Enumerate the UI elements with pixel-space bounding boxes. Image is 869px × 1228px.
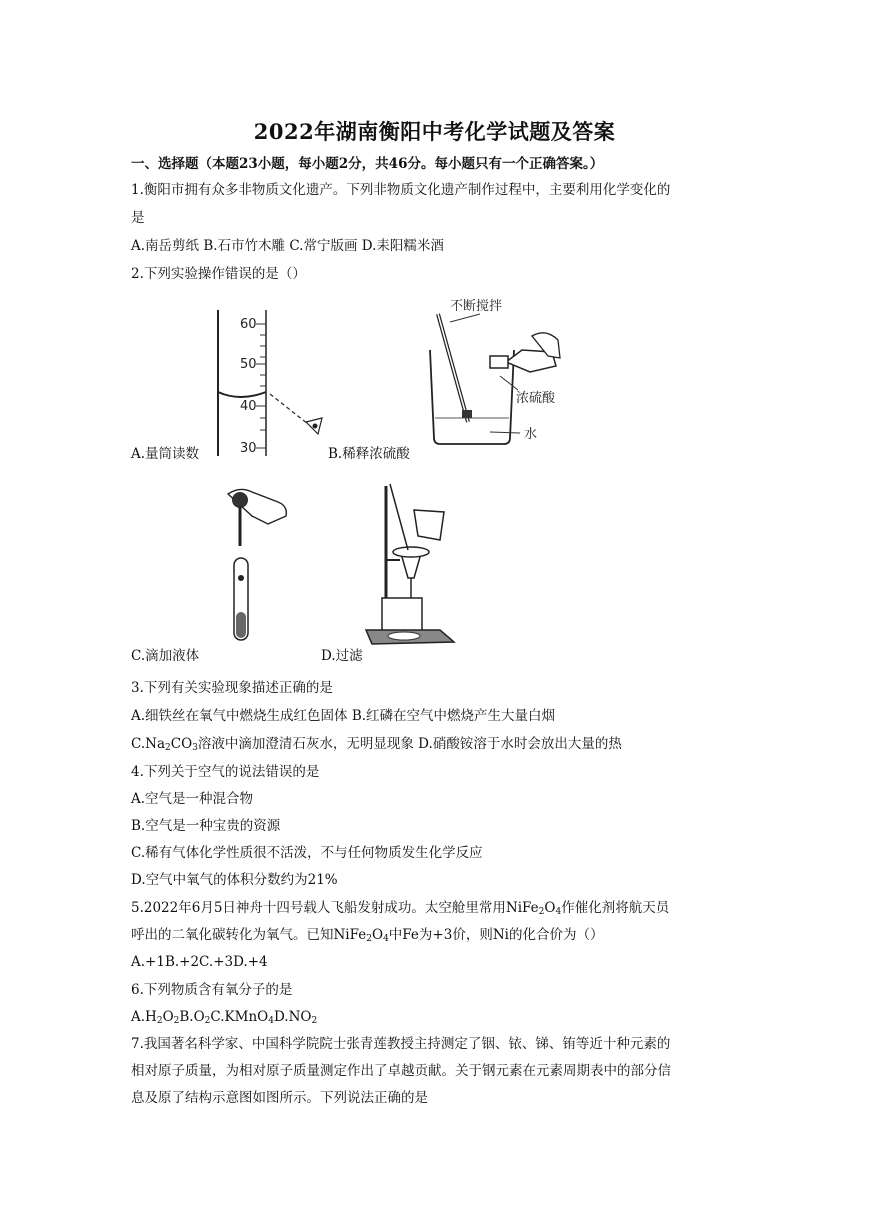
label-water: 水 — [524, 427, 538, 442]
section-heading: 一、选择题（本题23小题，每小题2分，共46分。每小题只有一个正确答案。） — [131, 156, 604, 172]
q4-option-c: C.稀有气体化学性质很不活泼，不与任何物质发生化学反应 — [131, 845, 483, 861]
page-title: 2022年湖南衡阳中考化学试题及答案 — [253, 119, 616, 144]
figure-b-dilute-acid — [420, 292, 570, 452]
q6-stem: 6.下列物质含有氧分子的是 — [131, 982, 293, 998]
q7-stem-line1: 7.我国著名科学家、中国科学院院士张青莲教授主持测定了铟、铱、锑、铕等近十种元素的 — [131, 1036, 671, 1052]
tick-label-30: 30 — [240, 441, 257, 456]
q4-option-b: B.空气是一种宝贵的资源 — [131, 818, 281, 834]
figure-c-dropper — [218, 484, 308, 648]
reagent-bottle-icon — [490, 356, 508, 368]
q5-options: A.+1B.+2C.+3D.+4 — [131, 954, 268, 970]
q2-stem: 2.下列实验操作错误的是（） — [131, 266, 306, 282]
q7-stem-line3: 息及原了结构示意图如图所示。下列说法正确的是 — [131, 1090, 428, 1106]
figure-d-filtration — [360, 480, 460, 650]
figure-c-caption: C.滴加液体 — [131, 648, 200, 664]
q5-stem-line1: 5.2022年6月5日神舟十四号载人飞船发射成功。太空舱里常用$NiFe_2O_4$作催化剂将航天员 — [131, 900, 670, 917]
tick-label-50: 50 — [240, 357, 257, 372]
q6-options: $A.H_2O_2B.O_2C.KMnO_4D.NO_2$ — [131, 1009, 318, 1026]
figure-b-caption: B.稀释浓硫酸 — [328, 446, 410, 462]
q5-stem-line2: 呼出的二氧化碳转化为氧气。已知$NiFe_2O_4$中Fe为+3价，则Ni的化合价为（） — [131, 927, 604, 944]
q3-options-line2: $C.Na_2CO_3$溶液中滴加澄清石灰水，无明显现象 D.硝酸铵溶于水时会放出大量的热 — [131, 736, 622, 753]
q7-stem-line2: 相对原子质量，为相对原子质量测定作出了卓越贡献。关于钢元素在元素周期表中的部分信 — [131, 1063, 671, 1079]
q4-option-d: D.空气中氧气的体积分数约为21% — [131, 872, 338, 888]
figure-d-caption: D.过滤 — [321, 648, 363, 664]
q4-stem: 4.下列关于空气的说法错误的是 — [131, 764, 320, 780]
tick-label-40: 40 — [240, 399, 257, 414]
tick-label-60: 60 — [240, 317, 257, 332]
q4-option-a: A.空气是一种混合物 — [131, 791, 254, 807]
figure-a-graduated-cylinder — [200, 306, 340, 466]
q1-stem-line2: 是 — [131, 210, 145, 226]
q1-stem-line1: 1.衡阳市拥有众多非物质文化遗产。下列非物质文化遗产制作过程中，主要利用化学变化的 — [131, 182, 671, 198]
label-stir: 不断搅拌 — [450, 299, 503, 314]
q3-stem: 3.下列有关实验现象描述正确的是 — [131, 680, 333, 696]
q3-options-line1: A.细铁丝在氧气中燃烧生成红色固体 B.红磷在空气中燃烧产生大量白烟 — [131, 708, 556, 724]
q1-options: A.南岳剪纸 B.石市竹木雕 C.常宁版画 D.耒阳糯米酒 — [131, 238, 444, 254]
label-acid: 浓硫酸 — [516, 391, 556, 406]
beaker-pour-icon — [414, 510, 444, 540]
beaker-icon — [382, 598, 422, 632]
figure-a-caption: A.量筒读数 — [131, 446, 200, 462]
